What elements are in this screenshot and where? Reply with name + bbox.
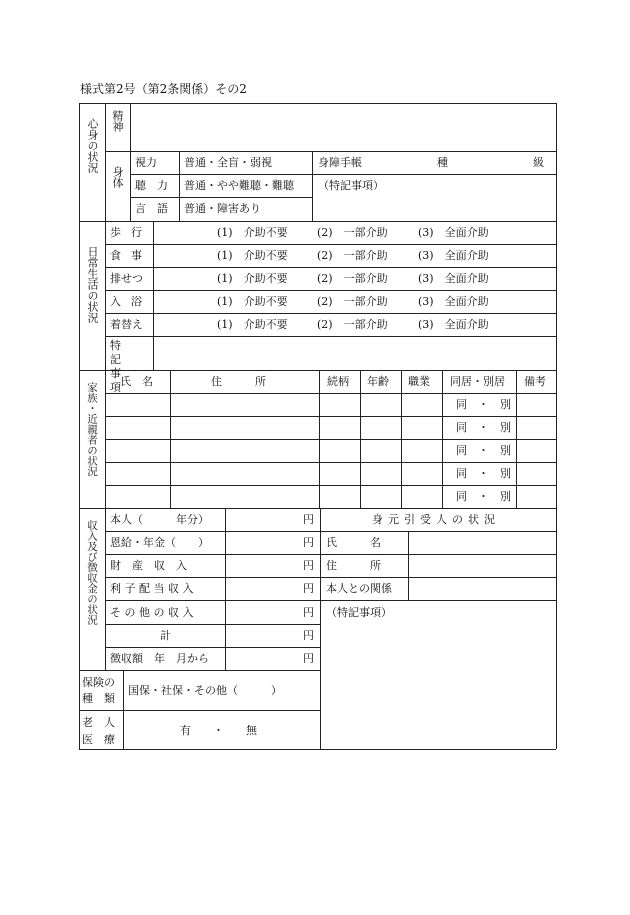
yen-unit: 円 <box>303 629 314 642</box>
choryoku-value: 普通・やや難聴・難聴 <box>184 179 294 192</box>
col-header-dokyo: 同居・別居 <box>450 375 505 388</box>
yen-unit: 円 <box>303 536 314 549</box>
shunyu-tokki: （特記事項） <box>326 606 392 619</box>
col-header-age: 年齢 <box>367 375 389 388</box>
dokyo-value[interactable]: 同 ・ 別 <box>456 421 511 434</box>
section-label-nichijo: 日常生活の状況 <box>86 246 99 323</box>
nichijo-tokki-label: 特記事項 <box>110 339 132 394</box>
seishin-label: 精神 <box>111 110 124 132</box>
option-3[interactable]: (3) 全面介助 <box>418 249 489 262</box>
option-1[interactable]: (1) 介助不要 <box>217 295 288 308</box>
rojin-value[interactable]: 有 ・ 無 <box>180 724 257 737</box>
option-2[interactable]: (2) 一部介助 <box>317 295 388 308</box>
income-row-label: 利 子 配 当 収 入 <box>110 582 194 595</box>
section-label-shinshin: 心身の状況 <box>86 118 99 173</box>
shinshin-tokki: （特記事項） <box>318 179 384 192</box>
col-header-relation: 続柄 <box>327 375 349 388</box>
option-1[interactable]: (1) 介助不要 <box>217 226 288 239</box>
option-3[interactable]: (3) 全面介助 <box>418 318 489 331</box>
option-3[interactable]: (3) 全面介助 <box>418 272 489 285</box>
option-1[interactable]: (1) 介助不要 <box>217 272 288 285</box>
form-title: 様式第2号（第2条関係）その2 <box>80 82 247 96</box>
nichijo-row-label: 入浴 <box>110 295 152 308</box>
option-1[interactable]: (1) 介助不要 <box>217 249 288 262</box>
option-2[interactable]: (2) 一部介助 <box>317 318 388 331</box>
income-row-label: 計 <box>160 629 171 642</box>
section-label-kazoku: 家族・近親者の状況 <box>86 382 98 477</box>
option-1[interactable]: (1) 介助不要 <box>217 318 288 331</box>
techo-kyu: 級 <box>533 156 544 169</box>
shiryoku-label: 視力 <box>135 156 157 169</box>
yen-unit: 円 <box>303 606 314 619</box>
col-header-address: 住 所 <box>211 375 266 388</box>
gengo-value: 普通・障害あり <box>184 202 261 215</box>
income-row-label: そ の 他 の 収 入 <box>110 606 194 619</box>
col-header-name: 氏 名 <box>120 375 153 388</box>
choryoku-label: 聴力 <box>135 179 179 192</box>
shintai-label: 身体 <box>111 166 124 188</box>
income-row-label: 恩給・年金（ ） <box>110 536 209 549</box>
col-header-job: 職業 <box>408 375 430 388</box>
shiryoku-value: 普通・全盲・弱視 <box>184 156 272 169</box>
hikiuke-title: 身元引受人の状況 <box>372 513 500 526</box>
col-header-biko: 備考 <box>524 375 546 388</box>
yen-unit: 円 <box>303 559 314 572</box>
income-row-label: 徴収額 年 月から <box>110 652 209 665</box>
option-2[interactable]: (2) 一部介助 <box>317 249 388 262</box>
section-label-shunyu: 収入及び徴収金の状況 <box>86 520 98 625</box>
yen-unit: 円 <box>303 652 314 665</box>
option-2[interactable]: (2) 一部介助 <box>317 226 388 239</box>
income-row-label: 本人（ 年分） <box>110 513 209 526</box>
hoken-value[interactable]: 国保・社保・その他（ ） <box>128 684 282 697</box>
option-2[interactable]: (2) 一部介助 <box>317 272 388 285</box>
hikiuke-relation-label: 本人との関係 <box>326 582 392 595</box>
techo-label: 身障手帳 <box>318 156 362 169</box>
income-row-label: 財 産 収 入 <box>110 559 187 572</box>
nichijo-row-label: 歩行 <box>110 226 152 239</box>
gengo-label: 言語 <box>135 202 179 215</box>
dokyo-value[interactable]: 同 ・ 別 <box>456 444 511 457</box>
hoken-label-line2: 種 類 <box>82 692 115 705</box>
hoken-label-line1: 保険の <box>82 676 115 689</box>
hikiuke-address-label: 住 所 <box>326 559 381 572</box>
dokyo-value[interactable]: 同 ・ 別 <box>456 398 511 411</box>
nichijo-row-label: 食事 <box>110 249 152 262</box>
techo-shu: 種 <box>437 156 448 169</box>
yen-unit: 円 <box>303 582 314 595</box>
dokyo-value[interactable]: 同 ・ 別 <box>456 490 511 503</box>
hikiuke-name-label: 氏 名 <box>326 536 381 549</box>
rojin-label-line2: 医 療 <box>82 733 115 746</box>
dokyo-value[interactable]: 同 ・ 別 <box>456 467 511 480</box>
yen-unit: 円 <box>303 513 314 526</box>
nichijo-row-label: 着替え <box>110 318 143 331</box>
rojin-label-line1: 老 人 <box>82 716 115 729</box>
option-3[interactable]: (3) 全面介助 <box>418 226 489 239</box>
option-3[interactable]: (3) 全面介助 <box>418 295 489 308</box>
nichijo-row-label: 排せつ <box>110 272 143 285</box>
